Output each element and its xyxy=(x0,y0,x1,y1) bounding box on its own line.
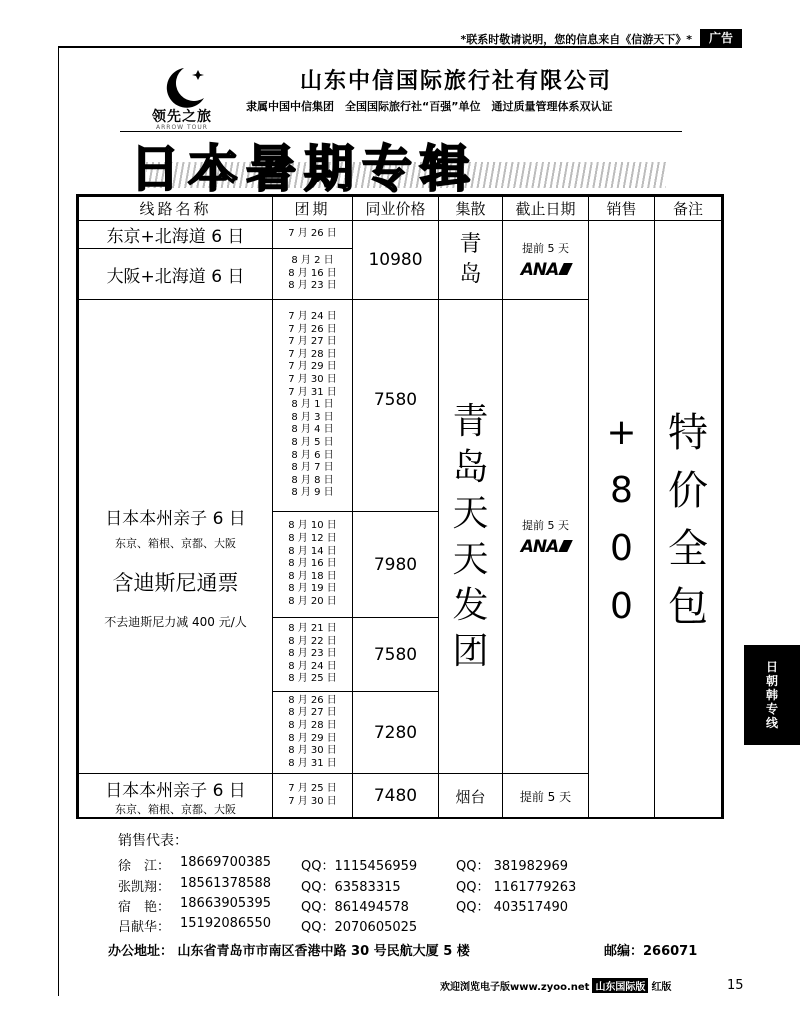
left-divider xyxy=(58,46,59,996)
date-item: 8 月 2 日 xyxy=(291,255,334,267)
date-item: 7 月 29 日 xyxy=(288,361,337,373)
date-item: 7 月 25 日 xyxy=(288,783,337,795)
sales-char: + xyxy=(606,411,637,453)
deadline-group1 xyxy=(502,220,589,300)
rep-qq1: QQ：861494578 xyxy=(301,900,409,915)
date-item: 8 月 26 日 xyxy=(288,694,337,706)
date-item: 7 月 28 日 xyxy=(288,348,337,360)
date-item: 8 月 31 日 xyxy=(288,757,337,769)
footer-edition: 山东国际版 xyxy=(592,978,648,993)
price-group1: 10980 xyxy=(352,220,439,300)
sales-column xyxy=(588,220,655,819)
banner-title: 日本暑期专辑 xyxy=(130,140,478,198)
date-item: 8 月 29 日 xyxy=(288,732,337,744)
page-number: 15 xyxy=(727,978,744,993)
date-item: 8 月 16 日 xyxy=(288,267,337,279)
date-item: 7 月 27 日 xyxy=(288,336,337,348)
date-item: 8 月 23 日 xyxy=(288,280,337,292)
tour-table xyxy=(76,194,724,819)
header-route: 线路名称 xyxy=(78,196,273,221)
depart-char: 团 xyxy=(452,630,489,672)
date-item: 8 月 28 日 xyxy=(288,719,337,731)
depart-group3: 烟台 xyxy=(438,773,503,819)
date-item: 8 月 4 日 xyxy=(291,424,334,436)
rep-phone: 18663905395 xyxy=(180,896,271,911)
rep-qq1: QQ：2070605025 xyxy=(301,920,418,935)
date-item: 8 月 1 日 xyxy=(291,399,334,411)
header-depart: 集散 xyxy=(438,196,503,221)
dates-block-a xyxy=(272,299,353,512)
company-subtitle: 隶属中国中信集团 全国国际旅行社“百强”单位 通过质量管理体系双认证 xyxy=(246,100,613,113)
date-item: 8 月 12 日 xyxy=(288,533,337,545)
date-item: 8 月 24 日 xyxy=(288,660,337,672)
date-item: 8 月 16 日 xyxy=(288,558,337,570)
date-item: 8 月 21 日 xyxy=(288,623,337,635)
deadline-group3: 提前 5 天 xyxy=(502,773,589,819)
date-item: 8 月 6 日 xyxy=(291,449,334,461)
route-title: 日本本州亲子 6 日 xyxy=(105,780,246,801)
banner xyxy=(130,140,640,198)
header-price: 同业价格 xyxy=(352,196,439,221)
date-item: 7 月 26 日 xyxy=(288,323,337,335)
deadline-text: 提前 5 天 xyxy=(522,242,569,255)
zip-code: 邮编：266071 xyxy=(604,944,698,959)
depart-group1 xyxy=(438,220,503,300)
deadline-group2 xyxy=(502,299,589,774)
side-tab-japan-korea[interactable] xyxy=(744,645,800,745)
rep-name: 张凯翔： xyxy=(118,880,171,895)
depart-char: 发 xyxy=(452,584,489,626)
ad-notice: *联系时敬请说明，您的信息来自《信游天下》* xyxy=(460,33,692,46)
office-address: 办公地址： 山东省青岛市市南区香港中路 30 号民航大厦 5 楼 xyxy=(108,944,470,959)
date-item: 7 月 31 日 xyxy=(288,386,337,398)
ad-bar xyxy=(0,29,742,47)
date-item: 8 月 25 日 xyxy=(288,673,337,685)
sales-label: 销售代表： xyxy=(118,833,188,849)
header-remark: 备注 xyxy=(654,196,722,221)
depart-char: 岛 xyxy=(459,262,482,287)
route-cities: 东京、箱根、京都、大阪 xyxy=(115,536,236,550)
company-logo xyxy=(140,64,230,134)
rep-qq1: QQ：1115456959 xyxy=(301,859,418,874)
date-item: 8 月 14 日 xyxy=(288,545,337,557)
footer-color: 红版 xyxy=(651,981,672,993)
dates-osaka-hokkaido xyxy=(272,248,353,300)
date-item: 7 月 30 日 xyxy=(288,796,337,807)
side-tab-char: 朝 xyxy=(765,674,778,688)
sales-char: 8 xyxy=(610,469,633,511)
date-item: 8 月 30 日 xyxy=(288,745,337,757)
deadline-text: 提前 5 天 xyxy=(522,518,569,532)
date-item: 8 月 3 日 xyxy=(291,411,334,423)
side-tab-char: 专 xyxy=(765,702,778,716)
route-title: 日本本州亲子 6 日 xyxy=(105,508,246,529)
rep-phone: 18669700385 xyxy=(180,855,271,870)
remark-char: 特 xyxy=(668,409,708,456)
remark-char: 价 xyxy=(668,467,708,514)
date-item: 8 月 7 日 xyxy=(291,462,334,474)
dates-block-c xyxy=(272,617,353,692)
header-date: 团期 xyxy=(272,196,353,221)
date-item: 8 月 20 日 xyxy=(288,595,337,607)
header-deadline: 截止日期 xyxy=(502,196,589,221)
date-item: 8 月 5 日 xyxy=(291,436,334,448)
date-item: 8 月 27 日 xyxy=(288,707,337,719)
footer-bar xyxy=(440,977,671,993)
depart-char: 天 xyxy=(452,538,489,580)
side-tab-char: 韩 xyxy=(765,688,778,702)
date-item: 7 月 24 日 xyxy=(288,311,337,323)
header-divider xyxy=(120,131,682,132)
date-item: 8 月 22 日 xyxy=(288,635,337,647)
ana-logo: ANA xyxy=(521,537,571,557)
ana-logo: ANA xyxy=(521,260,571,280)
dates-block-b xyxy=(272,511,353,618)
depart-char: 天 xyxy=(452,492,489,534)
route-honshu-family xyxy=(78,299,273,774)
disney-note: 不去迪斯尼力减 400 元/人 xyxy=(104,614,247,629)
date-item: 8 月 9 日 xyxy=(291,487,334,499)
header-sales: 销售 xyxy=(588,196,655,221)
moon-star-icon xyxy=(150,64,220,108)
rep-name: 宿 艳： xyxy=(118,900,171,915)
remark-char: 全 xyxy=(668,525,708,572)
dates-block-d xyxy=(272,691,353,774)
depart-char: 青 xyxy=(452,400,489,442)
date-item: 8 月 10 日 xyxy=(288,520,337,532)
rep-qq2: QQ： 1161779263 xyxy=(456,880,577,895)
depart-char: 青 xyxy=(459,232,482,257)
remark-column xyxy=(654,220,722,819)
rep-qq2: QQ： 381982969 xyxy=(456,859,569,874)
side-tab-char: 线 xyxy=(765,716,778,730)
rep-name: 徐 江： xyxy=(118,859,171,874)
depart-char: 岛 xyxy=(452,446,489,488)
ad-tag: 广告 xyxy=(700,29,742,47)
dates-tokyo-hokkaido xyxy=(272,220,353,249)
remark-char: 包 xyxy=(668,583,708,630)
route-tokyo-hokkaido: 东京+北海道 6 日 xyxy=(78,220,273,249)
date-item: 8 月 8 日 xyxy=(291,474,334,486)
logo-name: 领先之旅 xyxy=(152,109,212,125)
date-item: 7 月 30 日 xyxy=(288,374,337,386)
price-block-d: 7280 xyxy=(352,691,439,774)
date-item: 7 月 26 日 xyxy=(288,228,337,240)
route-cities: 东京、箱根、京都、大阪 xyxy=(115,802,236,816)
logo-sub: ARROW TOUR xyxy=(156,124,208,131)
rep-phone: 18561378588 xyxy=(180,876,271,891)
rep-name: 吕献华： xyxy=(118,920,171,935)
date-item: 8 月 18 日 xyxy=(288,570,337,582)
date-item: 8 月 19 日 xyxy=(288,583,337,595)
sales-reps xyxy=(118,830,577,935)
sales-char: 0 xyxy=(610,585,633,627)
sales-char: 0 xyxy=(610,527,633,569)
date-item: 8 月 23 日 xyxy=(288,648,337,660)
route-osaka-hokkaido: 大阪+北海道 6 日 xyxy=(78,248,273,300)
footer-browse[interactable]: 欢迎浏览电子版www.zyoo.net xyxy=(440,981,590,993)
price-block-c: 7580 xyxy=(352,617,439,692)
rep-qq1: QQ：63583315 xyxy=(301,880,401,895)
top-divider xyxy=(58,46,742,48)
price-block-a: 7580 xyxy=(352,299,439,512)
price-group3: 7480 xyxy=(352,773,439,819)
dates-yantai xyxy=(272,773,353,819)
route-honshu-family-yantai xyxy=(78,773,273,819)
side-tab-char: 日 xyxy=(765,660,778,674)
price-block-b: 7980 xyxy=(352,511,439,618)
disney-pass: 含迪斯尼通票 xyxy=(112,570,239,595)
rep-phone: 15192086550 xyxy=(180,916,271,931)
depart-group2 xyxy=(438,299,503,774)
company-name: 山东中信国际旅行社有限公司 xyxy=(300,69,613,94)
rep-qq2: QQ： 403517490 xyxy=(456,900,569,915)
